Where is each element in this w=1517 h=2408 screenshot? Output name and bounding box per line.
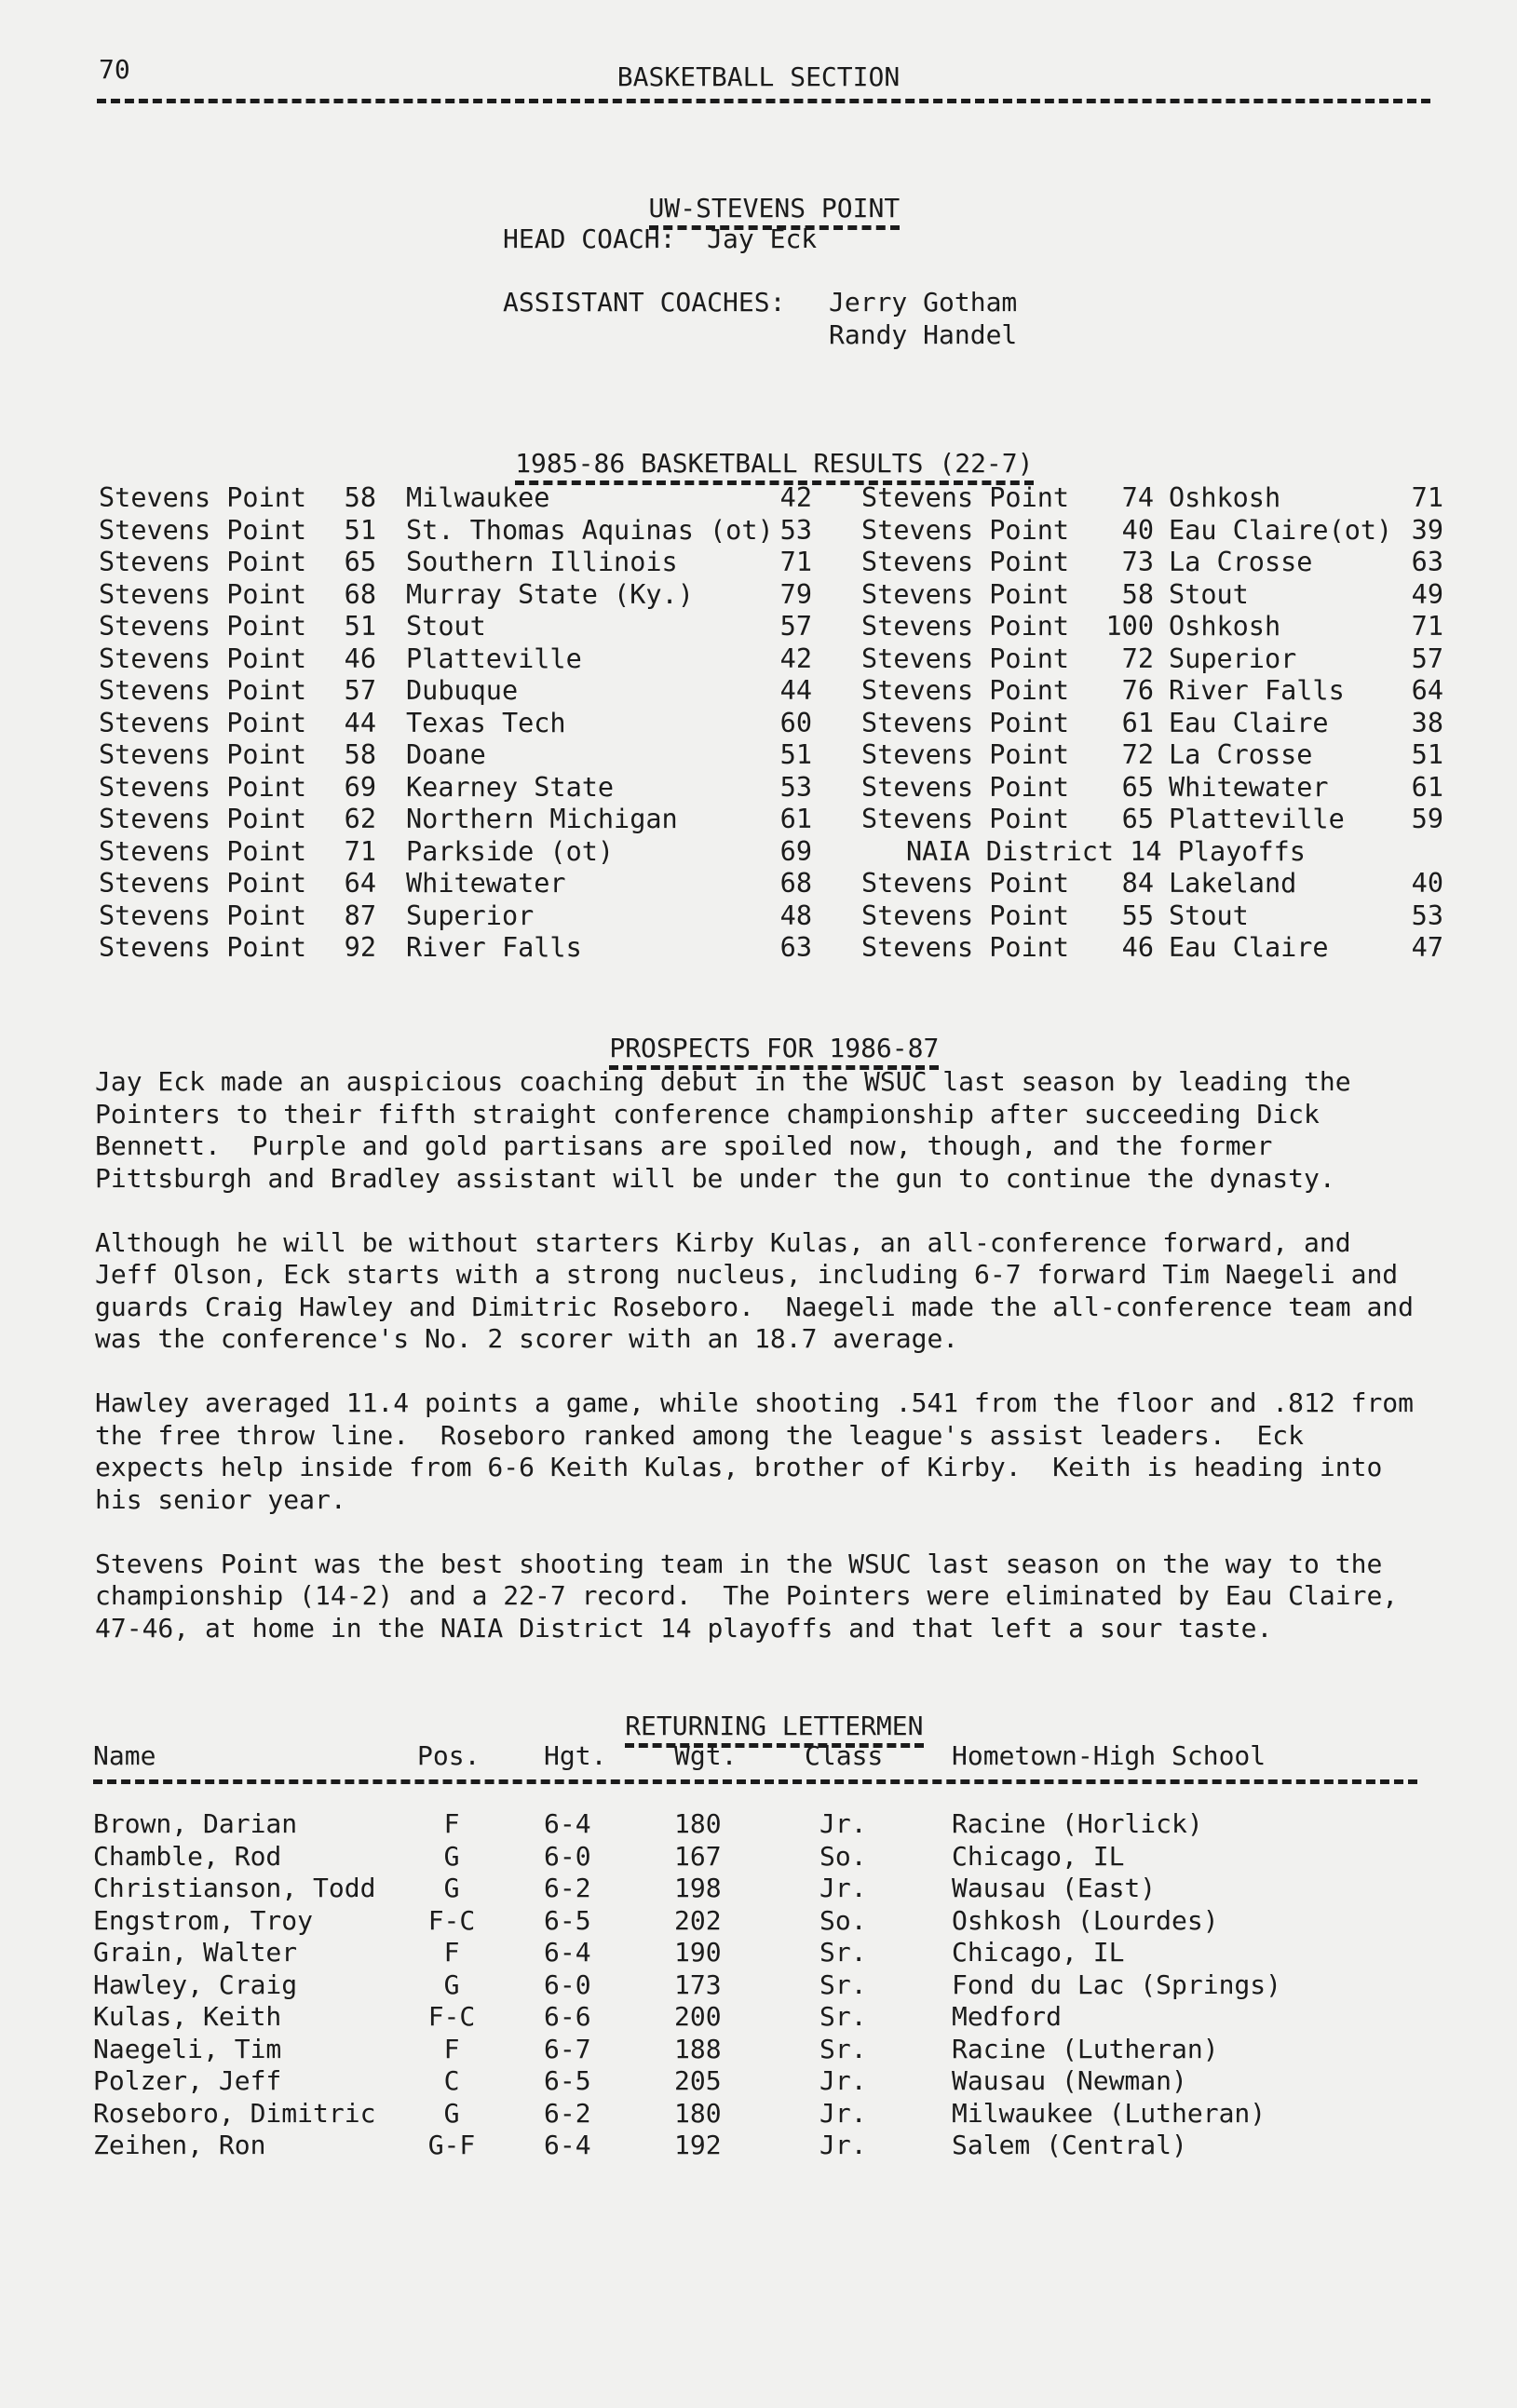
opponent-name: Oshkosh (1169, 482, 1281, 513)
player-height: 6-0 (544, 1840, 591, 1872)
result-row (861, 708, 1448, 740)
opponent-score: 47 (1411, 932, 1443, 963)
team-name: Stevens Point (861, 932, 1070, 963)
player-name: Engstrom, Troy (93, 1904, 314, 1936)
col-name-header: Name (93, 1740, 156, 1771)
player-class: Jr. (819, 2097, 867, 2129)
player-hometown: Fond du Lac (Springs) (952, 1968, 1282, 2000)
prospects-text (95, 1066, 1473, 1677)
player-name: Kulas, Keith (93, 2001, 282, 2032)
player-height: 6-5 (544, 1904, 591, 1936)
player-pos: G (443, 2097, 460, 2129)
opponent-score: 48 (779, 900, 812, 931)
prospects-heading-wrap (0, 1000, 1517, 1070)
result-row (99, 482, 834, 515)
opponent-name: Platteville (406, 643, 582, 674)
team-score: 51 (344, 611, 376, 642)
opponent-name: Eau Claire (1169, 932, 1329, 963)
result-row (99, 739, 834, 772)
opponent-name: Milwaukee (406, 482, 550, 513)
opponent-score: 57 (779, 611, 812, 642)
player-name: Zeihen, Ron (93, 2130, 266, 2160)
team-name: Stevens Point (99, 611, 307, 642)
results-heading-wrap (0, 415, 1517, 485)
player-pos: F-C (427, 1904, 476, 1936)
team-name: Stevens Point (861, 611, 1070, 642)
prospects-line: Pointers to their fifth straight conference championship after succeeding Dick (95, 1098, 1320, 1130)
opponent-score: 60 (779, 707, 812, 738)
opponent-score: 57 (1411, 643, 1443, 674)
opponent-name: Oshkosh (1169, 611, 1281, 642)
player-height: 6-2 (544, 2097, 591, 2129)
team-score: 44 (344, 707, 376, 738)
player-height: 6-4 (544, 1808, 591, 1839)
result-row (861, 611, 1448, 643)
player-hometown: Salem (Central) (952, 2130, 1187, 2160)
team-name: Stevens Point (861, 739, 1070, 770)
team-score: 64 (344, 868, 376, 899)
player-pos: F (443, 2033, 460, 2064)
table-row (93, 2065, 1415, 2098)
team-name: Stevens Point (861, 578, 1070, 610)
player-weight: 200 (674, 2001, 722, 2032)
result-row (861, 932, 1448, 965)
prospects-line: expects help inside from 6-6 Keith Kulas, brother of Kirby. Keith is heading into (95, 1452, 1383, 1482)
table-row (93, 2001, 1415, 2034)
opponent-name: Whitewater (1169, 771, 1329, 803)
prospects-paragraph (95, 1387, 1473, 1516)
prospects-paragraph (95, 1066, 1473, 1195)
opponent-name: Lakeland (1169, 868, 1297, 899)
team-name: Stevens Point (99, 514, 307, 546)
result-row (861, 772, 1448, 805)
opponent-score: 71 (1411, 482, 1443, 513)
team-name: Stevens Point (99, 900, 307, 931)
opponent-score: 61 (779, 804, 812, 834)
opponent-name: Stout (1169, 900, 1249, 931)
opponent-name: Texas Tech (406, 707, 566, 738)
team-score: 40 (1121, 514, 1154, 546)
player-weight: 180 (674, 1808, 722, 1839)
head-coach-label: HEAD COACH: (503, 223, 676, 254)
player-height: 6-2 (544, 1873, 591, 1903)
result-row (99, 675, 834, 708)
team-score: 68 (344, 578, 376, 610)
player-name: Chamble, Rod (93, 1840, 282, 1872)
opponent-name: Northern Michigan (406, 804, 678, 834)
prospects-line: Jeff Olson, Eck starts with a strong nucleus, including 6-7 forward Tim Naegeli and (95, 1259, 1399, 1290)
opponent-score: 53 (779, 514, 812, 546)
opponent-name: Stout (1169, 578, 1249, 610)
player-class: So. (819, 1904, 867, 1936)
result-row (861, 643, 1448, 676)
player-height: 6-7 (544, 2033, 591, 2064)
result-row (99, 868, 834, 900)
player-class: Jr. (819, 2065, 867, 2096)
player-weight: 188 (674, 2033, 722, 2064)
opponent-score: 63 (1411, 547, 1443, 577)
player-name: Grain, Walter (93, 1937, 298, 1968)
lettermen-heading-wrap (0, 1678, 1517, 1748)
opponent-name: Murray State (Ky.) (406, 578, 694, 610)
team-name: Stevens Point (861, 771, 1070, 803)
prospects-line: championship (14-2) and a 22-7 record. The Pointers were eliminated by Eau Claire, (95, 1580, 1399, 1611)
player-pos: G (443, 1840, 460, 1872)
team-score: 58 (1121, 578, 1154, 610)
team-score: 65 (1121, 804, 1154, 834)
player-weight: 202 (674, 1904, 722, 1936)
player-class: Sr. (819, 2033, 867, 2064)
team-name: Stevens Point (99, 675, 307, 706)
team-score: 73 (1121, 547, 1154, 577)
prospects-paragraph (95, 1227, 1473, 1356)
player-hometown: Milwaukee (Lutheran) (952, 2097, 1266, 2129)
opponent-score: 40 (1411, 868, 1443, 899)
assistant-coaches-list (829, 287, 1017, 351)
team-name: Stevens Point (99, 932, 307, 963)
assistant-coaches-label: ASSISTANT COACHES: (503, 287, 786, 318)
team-score: 65 (344, 547, 376, 577)
player-weight: 180 (674, 2097, 722, 2129)
result-row (861, 482, 1448, 515)
opponent-name: Superior (406, 900, 535, 931)
result-row (99, 611, 834, 643)
header-divider (97, 99, 1430, 108)
player-weight: 173 (674, 1968, 722, 2000)
result-row (99, 772, 834, 805)
team-score: 84 (1121, 868, 1154, 899)
team-name: Stevens Point (861, 707, 1070, 738)
results-heading: 1985-86 BASKETBALL RESULTS (22-7) (515, 448, 1033, 486)
opponent-score: 49 (1411, 578, 1443, 610)
table-row (93, 2130, 1415, 2162)
player-weight: 198 (674, 1873, 722, 1903)
opponent-name: Superior (1169, 643, 1297, 674)
result-row (99, 579, 834, 612)
prospects-line: guards Craig Hawley and Dimitric Roseboro. Naegeli made the all-conference team and (95, 1291, 1415, 1322)
opponent-name: River Falls (1169, 675, 1345, 706)
player-pos: G (443, 1873, 460, 1903)
opponent-score: 44 (779, 675, 812, 706)
opponent-name: Doane (406, 739, 486, 770)
team-name: Stevens Point (99, 578, 307, 610)
team-name: Stevens Point (99, 739, 307, 770)
player-height: 6-5 (544, 2065, 591, 2096)
prospects-line: the free throw line. Roseboro ranked among the league's assist leaders. Eck (95, 1419, 1305, 1451)
table-row (93, 1808, 1415, 1841)
prospects-heading: PROSPECTS FOR 1986-87 (609, 1033, 939, 1071)
opponent-score: 79 (779, 578, 812, 610)
player-height: 6-4 (544, 2130, 591, 2160)
team-name: Stevens Point (861, 868, 1070, 899)
result-row (861, 868, 1448, 900)
player-hometown: Racine (Lutheran) (952, 2033, 1219, 2064)
player-pos: F (443, 1937, 460, 1968)
player-hometown: Medford (952, 2001, 1063, 2032)
team-name: Stevens Point (861, 900, 1070, 931)
player-name: Roseboro, Dimitric (93, 2097, 376, 2129)
team-score: 61 (1121, 707, 1154, 738)
team-heading-wrap (0, 160, 1517, 230)
result-row (99, 515, 834, 548)
head-coach-line (503, 223, 817, 256)
team-name: Stevens Point (861, 643, 1070, 674)
prospects-line: Stevens Point was the best shooting team in the WSUC last season on the way to the (95, 1548, 1383, 1579)
result-row (99, 836, 834, 869)
opponent-score: 42 (779, 482, 812, 513)
player-name: Hawley, Craig (93, 1968, 298, 2000)
roster-table (93, 1808, 1415, 2162)
results-left-column (99, 482, 834, 965)
opponent-score: 63 (779, 932, 812, 963)
team-name: Stevens Point (99, 482, 307, 513)
result-row (861, 675, 1448, 708)
player-pos: F (443, 1808, 460, 1839)
team-name: Stevens Point (861, 804, 1070, 834)
result-row (861, 547, 1448, 579)
opponent-score: 53 (779, 771, 812, 803)
table-row (93, 2098, 1415, 2131)
prospects-line: Hawley averaged 11.4 points a game, while shooting .541 from the floor and .812 from (95, 1387, 1415, 1418)
team-name: Stevens Point (99, 771, 307, 803)
section-title: BASKETBALL SECTION (616, 61, 901, 92)
opponent-score: 59 (1411, 804, 1443, 834)
opponent-name: La Crosse (1169, 739, 1313, 770)
team-score: 72 (1121, 739, 1154, 770)
opponent-name: Stout (406, 611, 486, 642)
player-pos: G (443, 1968, 460, 2000)
opponent-score: 68 (779, 868, 812, 899)
player-class: Sr. (819, 2001, 867, 2032)
player-hometown: Oshkosh (Lourdes) (952, 1904, 1219, 1936)
team-score: 74 (1121, 482, 1154, 513)
player-pos: C (443, 2065, 460, 2096)
table-row (93, 1905, 1415, 1938)
opponent-score: 51 (779, 739, 812, 770)
opponent-name: Whitewater (406, 868, 566, 899)
opponent-score: 38 (1411, 707, 1443, 738)
prospects-line: Bennett. Purple and gold partisans are spoiled now, though, and the former (95, 1130, 1273, 1161)
opponent-name: La Crosse (1169, 547, 1313, 577)
team-name: Stevens Point (861, 482, 1070, 513)
team-name: Stevens Point (861, 675, 1070, 706)
result-row (861, 515, 1448, 548)
opponent-name: Dubuque (406, 675, 519, 706)
opponent-name: Eau Claire(ot) (1169, 514, 1393, 546)
result-row (99, 547, 834, 579)
team-name: Stevens Point (99, 868, 307, 899)
team-name: Stevens Point (99, 547, 307, 577)
results-right-column (861, 482, 1448, 965)
team-name: Stevens Point (99, 707, 307, 738)
player-hometown: Wausau (Newman) (952, 2065, 1187, 2096)
team-name: Stevens Point (99, 804, 307, 834)
team-score: 76 (1121, 675, 1154, 706)
result-row (861, 900, 1448, 933)
opponent-score: 42 (779, 643, 812, 674)
playoffs-label: NAIA District 14 Playoffs (906, 835, 1306, 867)
assistant-coach-name: Randy Handel (829, 318, 1018, 350)
player-hometown: Chicago, IL (952, 1937, 1125, 1968)
opponent-name: Platteville (1169, 804, 1345, 834)
team-score: 62 (344, 804, 376, 834)
opponent-score: 61 (1411, 771, 1443, 803)
player-weight: 192 (674, 2130, 722, 2160)
col-hgt-header: Hgt. (544, 1740, 607, 1771)
player-name: Polzer, Jeff (93, 2065, 282, 2096)
head-coach-name: Jay Eck (707, 223, 818, 254)
team-score: 69 (344, 771, 376, 803)
player-class: So. (819, 1840, 867, 1872)
table-row (93, 1969, 1415, 2002)
opponent-name: St. Thomas Aquinas (ot) (406, 514, 774, 546)
result-row (99, 708, 834, 740)
team-score: 72 (1121, 643, 1154, 674)
player-height: 6-6 (544, 2001, 591, 2032)
opponent-name: Southern Illinois (406, 547, 678, 577)
table-row (93, 2034, 1415, 2066)
team-name: Stevens Point (99, 643, 307, 674)
player-height: 6-0 (544, 1968, 591, 2000)
team-score: 46 (1121, 932, 1154, 963)
prospects-line: his senior year. (95, 1483, 346, 1515)
col-hometown-header: Hometown-High School (952, 1740, 1266, 1771)
team-heading: UW-STEVENS POINT (649, 193, 901, 231)
player-name: Christianson, Todd (93, 1873, 376, 1903)
team-score: 92 (344, 932, 376, 963)
team-score: 57 (344, 675, 376, 706)
player-name: Naegeli, Tim (93, 2033, 282, 2064)
result-row (861, 836, 1448, 869)
col-class-header: Class (805, 1740, 884, 1771)
team-score: 51 (344, 514, 376, 546)
roster-divider (93, 1779, 1417, 1784)
col-wgt-header: Wgt. (674, 1740, 738, 1771)
table-row (93, 1841, 1415, 1874)
player-weight: 167 (674, 1840, 722, 1872)
player-weight: 190 (674, 1937, 722, 1968)
team-name: Stevens Point (99, 835, 307, 867)
player-class: Jr. (819, 1873, 867, 1903)
team-name: Stevens Point (861, 547, 1070, 577)
opponent-score: 39 (1411, 514, 1443, 546)
player-weight: 205 (674, 2065, 722, 2096)
team-name: Stevens Point (861, 514, 1070, 546)
table-row (93, 1937, 1415, 1969)
table-row (93, 1873, 1415, 1905)
prospects-line: 47-46, at home in the NAIA District 14 playoffs and that left a sour taste. (95, 1612, 1273, 1644)
assistant-coach-name: Jerry Gotham (829, 287, 1018, 318)
team-score: 55 (1121, 900, 1154, 931)
prospects-line: Although he will be without starters Kirby Kulas, an all-conference forward, and (95, 1226, 1351, 1258)
col-pos-header: Pos. (417, 1740, 481, 1771)
player-class: Sr. (819, 1937, 867, 1968)
player-name: Brown, Darian (93, 1808, 298, 1839)
player-pos: F-C (427, 2001, 476, 2032)
opponent-score: 71 (1411, 611, 1443, 642)
result-row (99, 643, 834, 676)
result-row (99, 900, 834, 933)
opponent-score: 69 (779, 835, 812, 867)
opponent-name: Kearney State (406, 771, 615, 803)
player-class: Sr. (819, 1968, 867, 2000)
prospects-line: Jay Eck made an auspicious coaching debut in the WSUC last season by leading the (95, 1066, 1351, 1097)
result-row (861, 739, 1448, 772)
team-score: 100 (1105, 611, 1154, 642)
result-row (99, 932, 834, 965)
roster-header (93, 1740, 1415, 1778)
team-score: 71 (344, 835, 376, 867)
result-row (861, 579, 1448, 612)
opponent-score: 53 (1411, 900, 1443, 931)
team-score: 58 (344, 482, 376, 513)
opponent-score: 71 (779, 547, 812, 577)
opponent-score: 64 (1411, 675, 1443, 706)
player-class: Jr. (819, 2130, 867, 2160)
opponent-name: Eau Claire (1169, 707, 1329, 738)
player-class: Jr. (819, 1808, 867, 1839)
player-hometown: Racine (Horlick) (952, 1808, 1203, 1839)
opponent-name: Parkside (ot) (406, 835, 615, 867)
team-score: 46 (344, 643, 376, 674)
prospects-line: was the conference's No. 2 scorer with an 18.7 average. (95, 1323, 959, 1354)
prospects-line: Pittsburgh and Bradley assistant will be under the gun to continue the dynasty. (95, 1162, 1335, 1194)
opponent-score: 51 (1411, 739, 1443, 770)
result-row (861, 804, 1448, 836)
team-score: 58 (344, 739, 376, 770)
player-hometown: Chicago, IL (952, 1840, 1125, 1872)
opponent-name: River Falls (406, 932, 582, 963)
player-hometown: Wausau (East) (952, 1873, 1157, 1903)
lettermen-heading: RETURNING LETTERMEN (625, 1711, 923, 1749)
team-score: 65 (1121, 771, 1154, 803)
team-score: 87 (344, 900, 376, 931)
player-height: 6-4 (544, 1937, 591, 1968)
page-number: 70 (99, 54, 130, 85)
prospects-paragraph (95, 1549, 1473, 1645)
player-pos: G-F (427, 2130, 476, 2160)
result-row (99, 804, 834, 836)
